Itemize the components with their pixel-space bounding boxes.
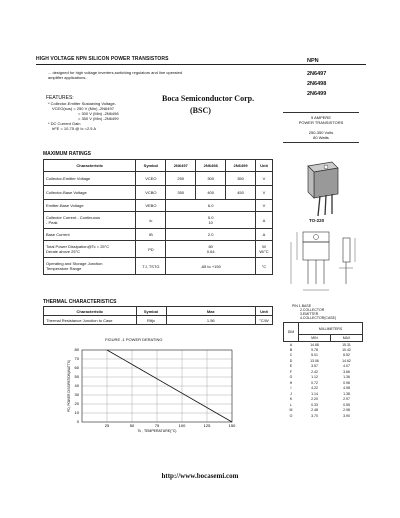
dims-cell: G	[289, 375, 293, 380]
mr-cell: V	[256, 172, 273, 186]
mr-cell: 250	[166, 172, 196, 186]
th-header: Symbol	[136, 307, 166, 316]
thermal-title: THERMAL CHARACTERISTICS	[43, 299, 117, 305]
mr-cell: 80 0.64	[166, 241, 256, 258]
y-tick-label: 80	[74, 347, 79, 353]
summary-line: 80 Watts	[313, 135, 329, 140]
th-cell: 1.56	[166, 316, 255, 325]
dims-cell: C	[289, 353, 293, 358]
dims-header-mm: MILLIMETERS	[299, 323, 363, 335]
mr-cell: Total Power Dissipation@Tc = 25°C Derate above 25°C	[44, 241, 136, 258]
dims-cell: M	[289, 408, 293, 413]
document-title: HIGH VOLTAGE NPN SILICON POWER TRANSISTORS	[36, 56, 169, 62]
part-type: NPN	[307, 58, 319, 64]
summary-line: POWER TRANSISTORS	[298, 120, 344, 125]
dims-cell: 1.38	[343, 391, 350, 396]
figure-title: FIGURE -1 POWER DERATING	[105, 337, 163, 342]
features-title: FEATURES:	[46, 95, 74, 101]
summary-line: 250-350 Volts	[308, 130, 334, 135]
dims-cell: 1.12	[311, 375, 318, 380]
power-derating-chart	[48, 340, 278, 440]
th-cell: Thermal Resistance Junction to Case	[44, 316, 137, 325]
th-header: Unit	[256, 307, 273, 316]
header-rule	[36, 64, 366, 65]
dims-cell: 0.96	[343, 380, 350, 385]
mr-row	[44, 212, 273, 229]
part-number: 2N6498	[307, 81, 327, 87]
dims-cell: 13.06	[310, 358, 319, 363]
dims-cell: E	[289, 364, 293, 369]
dims-cell: 1.14	[311, 391, 318, 396]
mr-cell: VCBO	[136, 186, 166, 200]
dims-cell: H	[289, 380, 293, 385]
mr-header: Symbol	[136, 160, 166, 172]
mr-header: 2N6497	[166, 160, 196, 172]
mr-body	[44, 172, 273, 275]
mr-row	[44, 258, 273, 275]
mr-cell: 400	[196, 186, 226, 200]
features-list	[48, 101, 119, 131]
x-tick-label: 25	[104, 423, 110, 428]
mr-cell: Collector-Base Voltage	[44, 186, 136, 200]
dims-cell: 6.52	[343, 353, 350, 358]
feature-line: * Collector-Emitter Sustaining Voltage-	[48, 101, 117, 106]
mr-cell: 5.0 10	[166, 212, 256, 229]
mr-row	[44, 172, 273, 186]
th-header: Max	[166, 307, 255, 316]
mr-cell: V	[256, 200, 273, 212]
dims-header-dim: DIM	[284, 323, 299, 342]
part-number: 2N6497	[307, 71, 327, 77]
dims-cell: 2.20	[311, 397, 318, 402]
description-line: amplifier applications.	[48, 75, 87, 80]
dims-cell: A	[289, 342, 293, 347]
part-number: 2N6499	[307, 91, 327, 97]
dims-cell: 15.31	[342, 342, 351, 347]
dims-cell: D	[289, 358, 293, 363]
company-name: Boca Semiconductor Corp.	[162, 94, 255, 103]
dims-cell: 0.33	[311, 402, 318, 407]
mr-cell: 450	[226, 186, 256, 200]
mr-cell: Collector-Emitter Voltage	[44, 172, 136, 186]
thermal-table	[43, 306, 273, 325]
dimensions-table	[283, 322, 363, 419]
dims-cell: 5.01	[311, 353, 318, 358]
dims-cell: 1.36	[343, 375, 350, 380]
y-axis-label: PD, POWER DISSIPATION(WATTS)	[67, 360, 71, 412]
dims-row	[284, 413, 363, 419]
y-tick-label: 30	[74, 392, 79, 398]
mr-cell: Ic	[136, 212, 166, 229]
dims-cell: 14.62	[342, 358, 351, 363]
summary-box	[283, 112, 359, 143]
mr-cell: °C	[256, 258, 273, 275]
dims-header-min: MIN	[299, 335, 331, 342]
th-cell: Rθjc	[136, 316, 166, 325]
mr-row	[44, 229, 273, 241]
y-tick-label: 70	[74, 356, 79, 362]
pinout-line: 3.EMITTER	[300, 312, 319, 316]
description	[48, 70, 182, 80]
mr-row	[44, 241, 273, 258]
mr-cell: IB	[136, 229, 166, 241]
mr-cell: TJ, TSTG	[136, 258, 166, 275]
mr-cell: Collector Current - Continuous - Peak	[44, 212, 136, 229]
dims-cell: I	[290, 386, 292, 391]
pinout-line: 4.COLLECTOR(CASE)	[300, 316, 337, 320]
y-tick-label: 20	[74, 401, 79, 407]
mr-cell: 6.0	[166, 200, 256, 212]
mr-header: Characteristic	[44, 160, 136, 172]
mr-cell: 2.0	[166, 229, 256, 241]
y-tick-label: 60	[74, 365, 79, 371]
max-ratings-table	[43, 159, 273, 275]
dims-cell: 2.97	[343, 397, 350, 402]
dims-cell: B	[289, 347, 293, 352]
feature-line: = 350 V (Min) -2N6499	[78, 116, 119, 121]
dims-cell: 2.42	[311, 369, 318, 374]
pinout-line: PIN 1.BASE	[292, 304, 312, 308]
dims-cell: 14.68	[310, 342, 319, 347]
y-tick-label: 40	[74, 383, 79, 389]
dims-body	[284, 342, 363, 419]
mr-cell: VCEO	[136, 172, 166, 186]
mr-cell: 300	[196, 172, 226, 186]
description-line: ... designed for high voltage inverters,switching regulators and line operated	[48, 70, 183, 75]
th-header: Characteristic	[44, 307, 137, 316]
mr-cell: PD	[136, 241, 166, 258]
company-abbr: (BSC)	[190, 106, 211, 115]
dims-cell: K	[289, 397, 293, 402]
mr-header: 2N6498	[196, 160, 226, 172]
x-tick-label: 125	[203, 423, 211, 428]
dims-cell: 2.98	[343, 408, 350, 413]
summary-line: 5 AMPERE	[310, 115, 331, 120]
feature-line: = 300 V (Min) -2N6498	[78, 111, 119, 116]
dims-cell: 2.48	[311, 408, 318, 413]
pinout	[292, 304, 336, 320]
dims-cell: L	[290, 402, 292, 407]
dims-header-max: MAX	[331, 335, 363, 342]
dims-cell: J	[290, 391, 292, 396]
footer-url[interactable]: http://www.bocasemi.com	[161, 472, 239, 480]
pinout-line: 2.COLLECTOR	[300, 308, 325, 312]
mr-cell: A	[256, 229, 273, 241]
mr-cell: Operating and Storage Junction Temperature Range	[44, 258, 136, 275]
x-tick-label: 150	[228, 423, 236, 428]
dims-cell: 3.66	[343, 369, 350, 374]
y-tick-label: 50	[74, 374, 79, 380]
dims-cell: O	[289, 413, 293, 418]
feature-line: hFE = 10-75 @ Ic =2.5 A	[52, 126, 97, 131]
part-numbers	[307, 69, 326, 99]
dims-cell: 10.42	[342, 347, 351, 352]
dims-cell: 3.90	[343, 413, 350, 418]
mr-cell: 350	[226, 172, 256, 186]
th-cell: °C/W	[256, 316, 273, 325]
dims-cell: 0.72	[311, 380, 318, 385]
dims-cell: 3.70	[311, 413, 318, 418]
dims-cell: 0.55	[343, 402, 350, 407]
feature-line: VCEO(sus) = 250 V (Min) -2N6497	[52, 106, 114, 111]
x-tick-label: 50	[129, 423, 135, 428]
x-tick-label: 100	[178, 423, 186, 428]
x-tick-label: 75	[154, 423, 160, 428]
mr-cell: Base Current	[44, 229, 136, 241]
mr-cell: W W/°C	[256, 241, 273, 258]
dims-cell: 4.07	[343, 364, 350, 369]
y-tick-label: 0	[76, 419, 79, 425]
y-tick-label: 10	[74, 410, 79, 416]
mr-cell: V	[256, 186, 273, 200]
mr-cell: 350	[166, 186, 196, 200]
package-label: TO-220	[309, 218, 325, 223]
mr-cell: A	[256, 212, 273, 229]
feature-line: * DC Current Gain	[48, 121, 81, 126]
x-axis-label: Tc , TEMPERATURE(°C)	[137, 429, 177, 433]
dims-cell: 3.57	[311, 364, 318, 369]
to220-package-icon	[298, 158, 348, 220]
dims-cell: 4.98	[343, 386, 350, 391]
outline-drawing-icon	[283, 228, 373, 298]
dims-cell: 4.22	[311, 386, 318, 391]
dims-cell: F	[289, 369, 293, 374]
mr-row	[44, 186, 273, 200]
mr-row	[44, 200, 273, 212]
mr-cell: -65 to +150	[166, 258, 256, 275]
mr-cell: Emitter-Base Voltage	[44, 200, 136, 212]
mr-cell: VEBO	[136, 200, 166, 212]
mr-header: 2N6499	[226, 160, 256, 172]
max-ratings-title: MAXIMUM RATINGS	[43, 151, 91, 157]
mr-header: Unit	[256, 160, 273, 172]
dims-cell: 9.78	[311, 347, 318, 352]
